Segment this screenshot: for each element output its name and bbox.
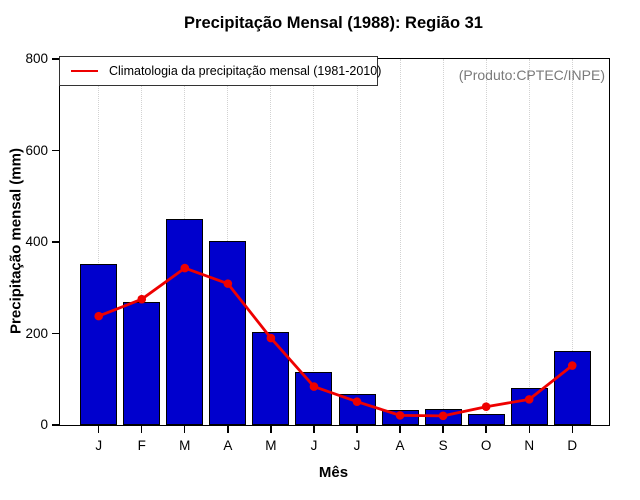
y-tick-label-800: 800 (25, 51, 48, 66)
chart-title: Precipitação Mensal (1988): Região 31 (184, 14, 483, 32)
climatology-point-O-9 (482, 402, 491, 411)
x-tick-label-D-11: D (567, 438, 578, 453)
x-tick-5 (313, 426, 314, 433)
x-tick-6 (356, 426, 357, 433)
x-tick-7 (399, 426, 400, 433)
climatology-point-A-3 (224, 279, 233, 288)
plot-area (25, 51, 610, 453)
x-tick-2 (184, 426, 185, 433)
y-tick-label-400: 400 (25, 234, 48, 249)
x-tick-11 (572, 426, 573, 433)
y-tick-label-0: 0 (40, 417, 48, 432)
climatology-point-D-11 (568, 361, 577, 370)
climatology-point-J-6 (353, 397, 362, 406)
x-tick-label-A-3: A (223, 438, 233, 453)
x-tick-10 (529, 426, 530, 433)
climatology-line (99, 268, 573, 416)
legend-box (59, 56, 382, 86)
x-tick-label-M-2: M (179, 438, 191, 453)
climatology-point-F-1 (137, 295, 146, 304)
x-tick-label-J-0: J (95, 438, 103, 453)
x-tick-label-O-9: O (480, 438, 492, 453)
climatology-point-A-7 (396, 411, 405, 420)
x-tick-8 (442, 426, 443, 433)
x-tick-0 (98, 426, 99, 433)
x-tick-label-J-5: J (310, 438, 318, 453)
y-tick-label-600: 600 (25, 142, 48, 158)
x-tick-label-S-8: S (438, 438, 448, 453)
y-tick-label-200: 200 (25, 325, 48, 341)
x-tick-label-N-10: N (524, 438, 535, 453)
y-tick-400 (52, 241, 59, 242)
x-tick-3 (227, 426, 228, 433)
climatology-point-J-5 (310, 382, 319, 391)
x-axis-label: Mês (318, 464, 349, 481)
y-tick-600 (52, 150, 59, 151)
climatology-point-J-0 (94, 312, 103, 321)
y-tick-200 (52, 333, 59, 334)
climatology-point-S-8 (439, 412, 448, 421)
product-annotation: (Produto:CPTEC/INPE) (458, 67, 605, 83)
climatology-point-N-10 (525, 395, 534, 404)
x-tick-label-A-7: A (395, 438, 405, 453)
legend-line-swatch (71, 70, 98, 72)
x-tick-1 (141, 426, 142, 433)
y-tick-800 (52, 58, 59, 59)
x-tick-4 (270, 426, 271, 433)
x-tick-label-F-1: F (137, 438, 146, 453)
x-tick-label-M-4: M (265, 438, 277, 453)
legend-label: Climatologia da precipitação mensal (1981-2010) (109, 64, 382, 78)
climatology-point-M-2 (181, 264, 190, 273)
y-tick-0 (52, 424, 59, 425)
x-tick-9 (485, 426, 486, 433)
y-axis-label: Precipitação mensal (mm) (7, 148, 25, 334)
climatology-line-layer (60, 59, 609, 425)
climatology-point-M-4 (267, 334, 276, 343)
x-tick-label-J-6: J (353, 438, 361, 453)
